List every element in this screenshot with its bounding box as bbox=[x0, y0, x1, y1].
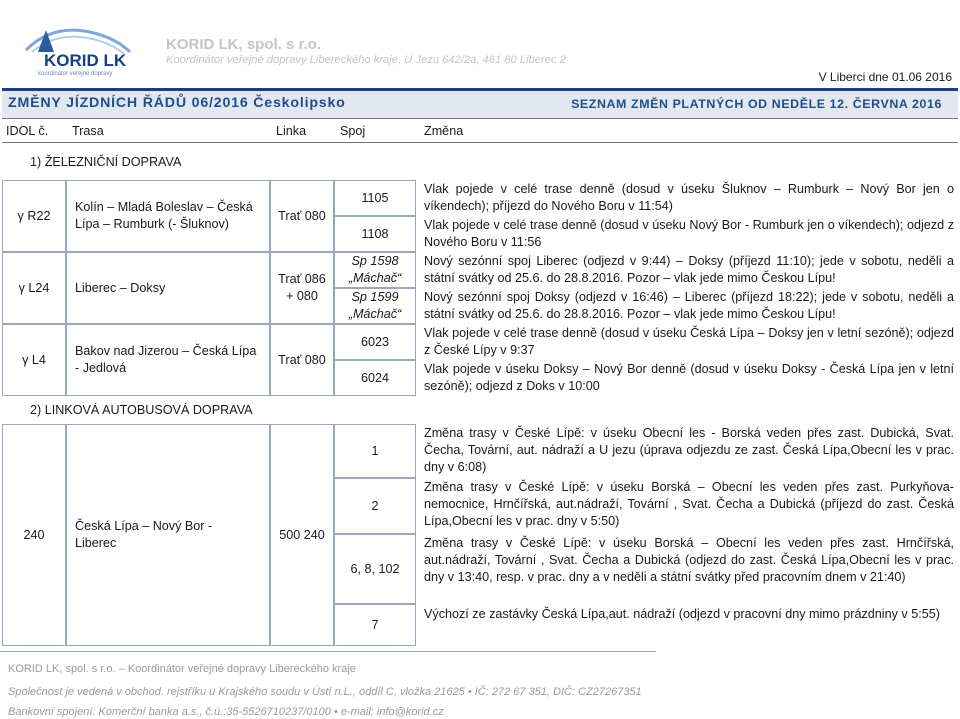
document-date: V Liberci dne 01.06 2016 bbox=[818, 70, 952, 84]
change-text: Vlak pojede v celé trase denně (dosud v úseku Nový Bor - Rumburk jen o víkendech); odjezd z Nového Boru v 11:56 bbox=[424, 218, 954, 249]
title-bar bbox=[2, 88, 958, 118]
change-text: Vlak pojede v celé trase denně (dosud v úseku Česká Lípa – Doksy jen v letní sezóně); odjezd z České Lípy v 9:37 bbox=[424, 326, 954, 357]
company-subtitle: Koordinátor veřejné dopravy Libereckého kraje, U Jezu 642/2a, 461 80 Liberec 2 bbox=[166, 54, 566, 66]
section-bus-heading: 2) LINKOVÁ AUTOBUSOVÁ DOPRAVA bbox=[30, 403, 253, 417]
route-cell: Liberec – Doksy bbox=[66, 252, 270, 324]
line-cell: 500 240 bbox=[270, 424, 334, 646]
change-text: Změna trasy v České Lípě: v úseku Borská – Obecní les veden přes zast. Purkyňova-nemocnice, Hrnčířská, aut.nádraží, Tovární , Svat. Čecha a Dubická (příjezd do zast. Česká Lípa,Obecní les v prac. dny v 5:50) bbox=[424, 480, 954, 528]
col-linka: Linka bbox=[276, 124, 307, 138]
spoj-cell: 1 bbox=[334, 424, 416, 478]
validity-title: SEZNAM ZMĚN PLATNÝCH OD NEDĚLE 12. ČERVNA 2016 bbox=[571, 97, 942, 111]
document-title: ZMĚNY JÍZDNÍCH ŘÁDŮ 06/2016 Českolipsko bbox=[8, 95, 346, 111]
line-cell: Trať 080 bbox=[270, 180, 334, 252]
svg-text:KORID LK: KORID LK bbox=[44, 51, 127, 70]
change-text: Nový sezónní spoj Doksy (odjezd v 16:46) – Liberec (příjezd 18:22); jede v sobotu, neděli a státní svátky od 25.6. do 28.8.2016. Pozor – vlak jede mimo Českou Lípu! bbox=[424, 290, 954, 321]
route-cell: Kolín – Mladá Boleslav – Česká Lípa – Rumburk (- Šluknov) bbox=[66, 180, 270, 252]
spoj-cell: 6023 bbox=[334, 324, 416, 360]
idol-cell: 240 bbox=[2, 424, 66, 646]
change-text: Vlak pojede v úseku Doksy – Nový Bor denně (dosud v úseku Doksy - Česká Lípa jen v letní sezóně); odjezd z Doks v 10:00 bbox=[424, 362, 954, 393]
route-cell: Bakov nad Jizerou – Česká Lípa - Jedlová bbox=[66, 324, 270, 396]
spoj-cell: 1105 bbox=[334, 180, 416, 216]
route-cell: Česká Lípa – Nový Bor - Liberec bbox=[66, 424, 270, 646]
idol-cell: γ L24 bbox=[2, 252, 66, 324]
change-text: Vlak pojede v celé trase denně (dosud v úseku Šluknov – Rumburk – Nový Bor jen o víkendech); příjezd do Nového Boru v 11:54) bbox=[424, 182, 954, 213]
svg-text:koordinátor veřejné dopravy: koordinátor veřejné dopravy bbox=[38, 71, 113, 77]
idol-cell: γ R22 bbox=[2, 180, 66, 252]
line-cell: Trať 080 bbox=[270, 324, 334, 396]
col-spoj: Spoj bbox=[340, 124, 366, 138]
spoj-cell: 6024 bbox=[334, 360, 416, 396]
spoj-cell: Sp 1599 „Máchač“ bbox=[334, 288, 416, 324]
footer-company: KORID LK, spol. s r.o. – Koordinátor veřejné dopravy Libereckého kraje bbox=[8, 663, 356, 675]
change-text: Změna trasy v České Lípě: v úseku Obecní les - Borská veden přes zast. Dubická, Svat. Čecha, Tovární, aut. nádraží a U jezu (úprava odjezdu ze zast. Česká Lípa,Obecní les v prac. dny v 6:08) bbox=[424, 426, 954, 474]
footer-bank: Bankovní spojení: Komerční banka a.s., č.ú.:35-5526710237/0100 • e-mail: info@korid.cz bbox=[8, 706, 444, 718]
korid-logo-graphic bbox=[4, 22, 140, 78]
company-name: KORID LK, spol. s r.o. bbox=[166, 36, 322, 53]
section-rail-heading: 1) ŽELEZNIČNÍ DOPRAVA bbox=[30, 155, 182, 169]
footer-registry: Společnost je vedená v obchod. rejstříku u Krajského soudu v Ústí n.L., oddíl C, vložka 21625 • IČ: 272 67 351, DIČ: CZ27267351 bbox=[8, 686, 642, 698]
footer-divider bbox=[0, 651, 656, 652]
korid-logo bbox=[4, 22, 140, 78]
change-text: Nový sezónní spoj Liberec (odjezd v 9:44) – Doksy (příjezd 11:10); jede v sobotu, neděli a státní svátky od 25.6. do 28.8.2016. Pozor – vlak jede mimo Českou Lípu! bbox=[424, 254, 954, 285]
idol-cell: γ L4 bbox=[2, 324, 66, 396]
col-idol: IDOL č. bbox=[6, 124, 49, 138]
change-text: Výchozí ze zastávky Česká Lípa,aut. nádraží (odjezd v pracovní dny mimo prázdniny v 5:55) bbox=[424, 607, 940, 621]
spoj-cell: Sp 1598 „Máchač“ bbox=[334, 252, 416, 288]
line-cell: Trať 086 + 080 bbox=[270, 252, 334, 324]
column-header-row bbox=[2, 118, 958, 143]
spoj-cell: 7 bbox=[334, 604, 416, 646]
col-zmena: Změna bbox=[424, 124, 464, 138]
col-trasa: Trasa bbox=[72, 124, 104, 138]
spoj-cell: 6, 8, 102 bbox=[334, 534, 416, 604]
spoj-cell: 1108 bbox=[334, 216, 416, 252]
spoj-cell: 2 bbox=[334, 478, 416, 534]
change-text: Změna trasy v České Lípě: v úseku Borská – Obecní les veden přes zast. Hrnčířská, aut.nádraží, Tovární , Svat. Čecha a Dubická (odjezd do zast. Česká Lípa,Obecní les v prac. dny v 13:40, resp. v prac. dny a v neděli a státní svátky před pracovním dnem v 21:40) bbox=[424, 536, 954, 584]
